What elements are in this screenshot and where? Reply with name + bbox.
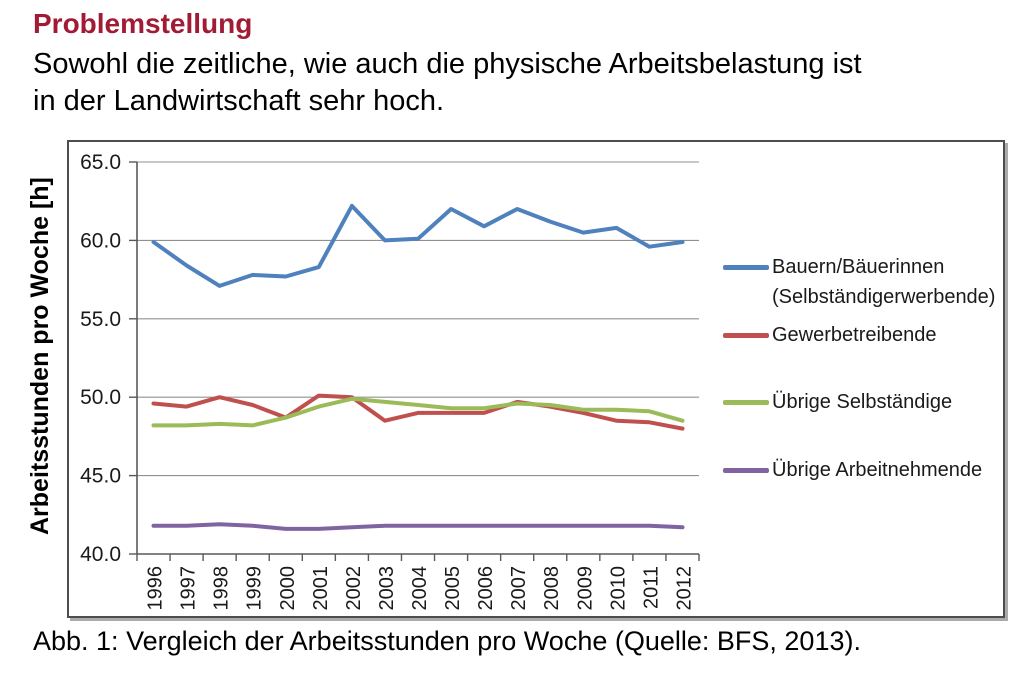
x-tick-label: 2006 — [475, 566, 498, 611]
chart-figure — [67, 140, 1005, 618]
x-tick-label: 2008 — [541, 566, 564, 611]
intro-line-1: Sowohl die zeitliche, wie auch die physische Arbeitsbelastung ist — [33, 48, 862, 80]
x-tick-label: 1997 — [177, 566, 200, 611]
y-tick-label: 55.0 — [80, 307, 121, 331]
y-axis-title: Arbeitsstunden pro Woche [h] — [26, 177, 54, 535]
y-tick-label: 40.0 — [80, 543, 121, 566]
y-tick-label: 45.0 — [80, 464, 121, 488]
x-tick-label: 2010 — [607, 566, 630, 611]
series-line — [154, 206, 683, 286]
x-tick-label: 2004 — [409, 566, 431, 611]
x-tick-label: 2011 — [640, 566, 663, 610]
legend-label-line2: (Selbständigerwerbende) — [772, 286, 996, 308]
line-chart-plot-area — [69, 142, 1003, 616]
y-tick-label: 60.0 — [80, 229, 121, 253]
legend-label: Übrige Arbeitnehmende — [772, 459, 983, 481]
intro-line-2: in der Landwirtschaft sehr hoch. — [33, 85, 445, 117]
x-tick-label: 2003 — [375, 566, 398, 611]
x-tick-label: 1996 — [144, 566, 167, 611]
figure-caption: Abb. 1: Vergleich der Arbeitsstunden pro Woche (Quelle: BFS, 2013). — [33, 626, 861, 656]
legend-label: Gewerbetreibende — [772, 324, 937, 346]
legend-label: Übrige Selbständige — [772, 391, 953, 413]
x-tick-label: 2005 — [442, 566, 465, 611]
x-tick-label: 2002 — [342, 566, 365, 611]
x-tick-label: 2007 — [508, 566, 531, 611]
y-tick-label: 65.0 — [80, 151, 121, 174]
intro-paragraph — [33, 46, 862, 120]
x-tick-label: 2001 — [309, 566, 332, 611]
y-tick-label: 50.0 — [80, 386, 121, 410]
x-tick-label: 1999 — [243, 566, 266, 611]
x-tick-label: 2009 — [574, 566, 597, 611]
x-tick-label: 1998 — [210, 566, 233, 611]
legend-label-line1: Bauern/Bäuerinnen — [772, 256, 945, 278]
series-line — [154, 524, 683, 529]
x-tick-label: 2012 — [673, 566, 696, 611]
x-tick-label: 2000 — [276, 566, 299, 611]
page-title: Problemstellung — [33, 8, 253, 39]
